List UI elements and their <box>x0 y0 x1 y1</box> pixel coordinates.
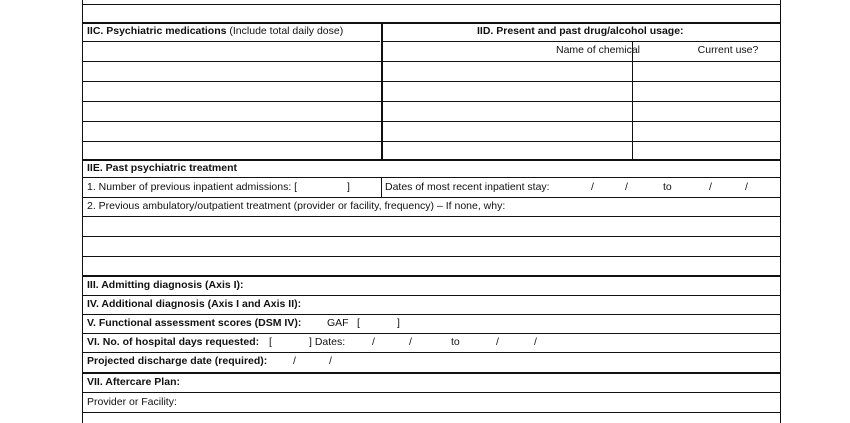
date-range-to: to <box>663 181 672 193</box>
current-use-entry[interactable] <box>633 122 780 141</box>
projected-discharge-field[interactable] <box>271 353 361 371</box>
row-divider <box>83 412 780 413</box>
current-use-entry[interactable] <box>633 62 780 81</box>
projected-discharge-label: Projected discharge date (required): <box>87 355 268 367</box>
recent-stay-dates-field[interactable] <box>563 179 773 195</box>
hospital-dates-label: ] Dates: <box>309 336 346 348</box>
section-divider <box>83 372 780 374</box>
provider-facility-field[interactable] <box>183 393 780 411</box>
row-divider <box>382 41 780 42</box>
gaf-label: GAF <box>327 317 349 329</box>
column-header-chemical: Name of chemical <box>555 44 641 56</box>
medication-entry[interactable] <box>83 122 381 141</box>
row-divider <box>83 352 780 353</box>
bracket-open: [ <box>269 336 272 348</box>
chemical-name-entry[interactable] <box>383 102 632 121</box>
medication-entry[interactable] <box>83 142 381 159</box>
medication-entry[interactable] <box>83 102 381 121</box>
outpatient-treatment-label: 2. Previous ambulatory/outpatient treatment (provider or facility, frequency) – If none, why: <box>87 200 506 212</box>
section-iic-note: (Include total daily dose) <box>229 25 344 37</box>
section-divider <box>83 159 780 161</box>
gaf-score-field[interactable] <box>363 315 395 333</box>
date-separator: / <box>409 336 412 348</box>
date-separator: / <box>329 355 332 367</box>
bracket-close: ] <box>347 181 350 193</box>
chemical-name-entry[interactable] <box>383 62 632 81</box>
treatment-request-form <box>82 0 781 423</box>
date-separator: / <box>372 336 375 348</box>
inpatient-admissions-field[interactable] <box>307 179 347 195</box>
date-separator: / <box>591 181 594 193</box>
chemical-name-entry[interactable] <box>383 122 632 141</box>
outpatient-treatment-entry[interactable] <box>83 237 780 256</box>
admitting-diagnosis-label: III. Admitting diagnosis (Axis I): <box>87 279 244 291</box>
date-separator: / <box>293 355 296 367</box>
column-divider <box>381 177 382 197</box>
chemical-name-entry[interactable] <box>383 142 632 159</box>
section-iic-title-text: IIC. Psychiatric medications <box>87 25 227 37</box>
admitting-diagnosis-field[interactable] <box>273 277 780 295</box>
outpatient-treatment-entry[interactable] <box>83 257 780 275</box>
outpatient-treatment-entry[interactable] <box>83 217 780 236</box>
section-iid-title: IID. Present and past drug/alcohol usage: <box>477 25 684 37</box>
date-range-to: to <box>451 336 460 348</box>
blank-entry-line[interactable] <box>83 5 780 22</box>
aftercare-plan-label: VII. Aftercare Plan: <box>87 376 180 388</box>
column-header-current-use: Current use? <box>697 44 759 56</box>
date-separator: / <box>709 181 712 193</box>
section-iie-title: IIE. Past psychiatric treatment <box>87 162 237 174</box>
current-use-entry[interactable] <box>633 102 780 121</box>
additional-diagnosis-label: IV. Additional diagnosis (Axis I and Axis II): <box>87 298 302 310</box>
section-divider <box>83 22 780 24</box>
hospital-days-field[interactable] <box>275 334 307 352</box>
chemical-name-entry[interactable] <box>383 82 632 101</box>
date-separator: / <box>534 336 537 348</box>
inpatient-admissions-label: 1. Number of previous inpatient admissions: [ <box>87 181 298 193</box>
functional-assessment-label: V. Functional assessment scores (DSM IV): <box>87 317 302 329</box>
row-divider <box>83 197 780 198</box>
additional-diagnosis-field[interactable] <box>313 296 780 314</box>
hospital-days-label: VI. No. of hospital days requested: <box>87 336 260 348</box>
hospital-dates-field[interactable] <box>353 334 553 352</box>
medication-entry[interactable] <box>83 62 381 81</box>
bracket-open: [ <box>357 317 360 329</box>
bracket-close: ] <box>397 317 400 329</box>
medication-entry[interactable] <box>83 82 381 101</box>
current-use-entry[interactable] <box>633 142 780 159</box>
row-divider <box>83 314 780 315</box>
provider-facility-label: Provider or Facility: <box>87 396 177 408</box>
current-use-entry[interactable] <box>633 82 780 101</box>
recent-stay-dates-label: Dates of most recent inpatient stay: <box>385 181 550 193</box>
date-separator: / <box>745 181 748 193</box>
medication-entry[interactable] <box>83 42 381 61</box>
date-separator: / <box>496 336 499 348</box>
date-separator: / <box>625 181 628 193</box>
row-divider <box>83 177 780 178</box>
section-iic-title <box>87 25 343 38</box>
